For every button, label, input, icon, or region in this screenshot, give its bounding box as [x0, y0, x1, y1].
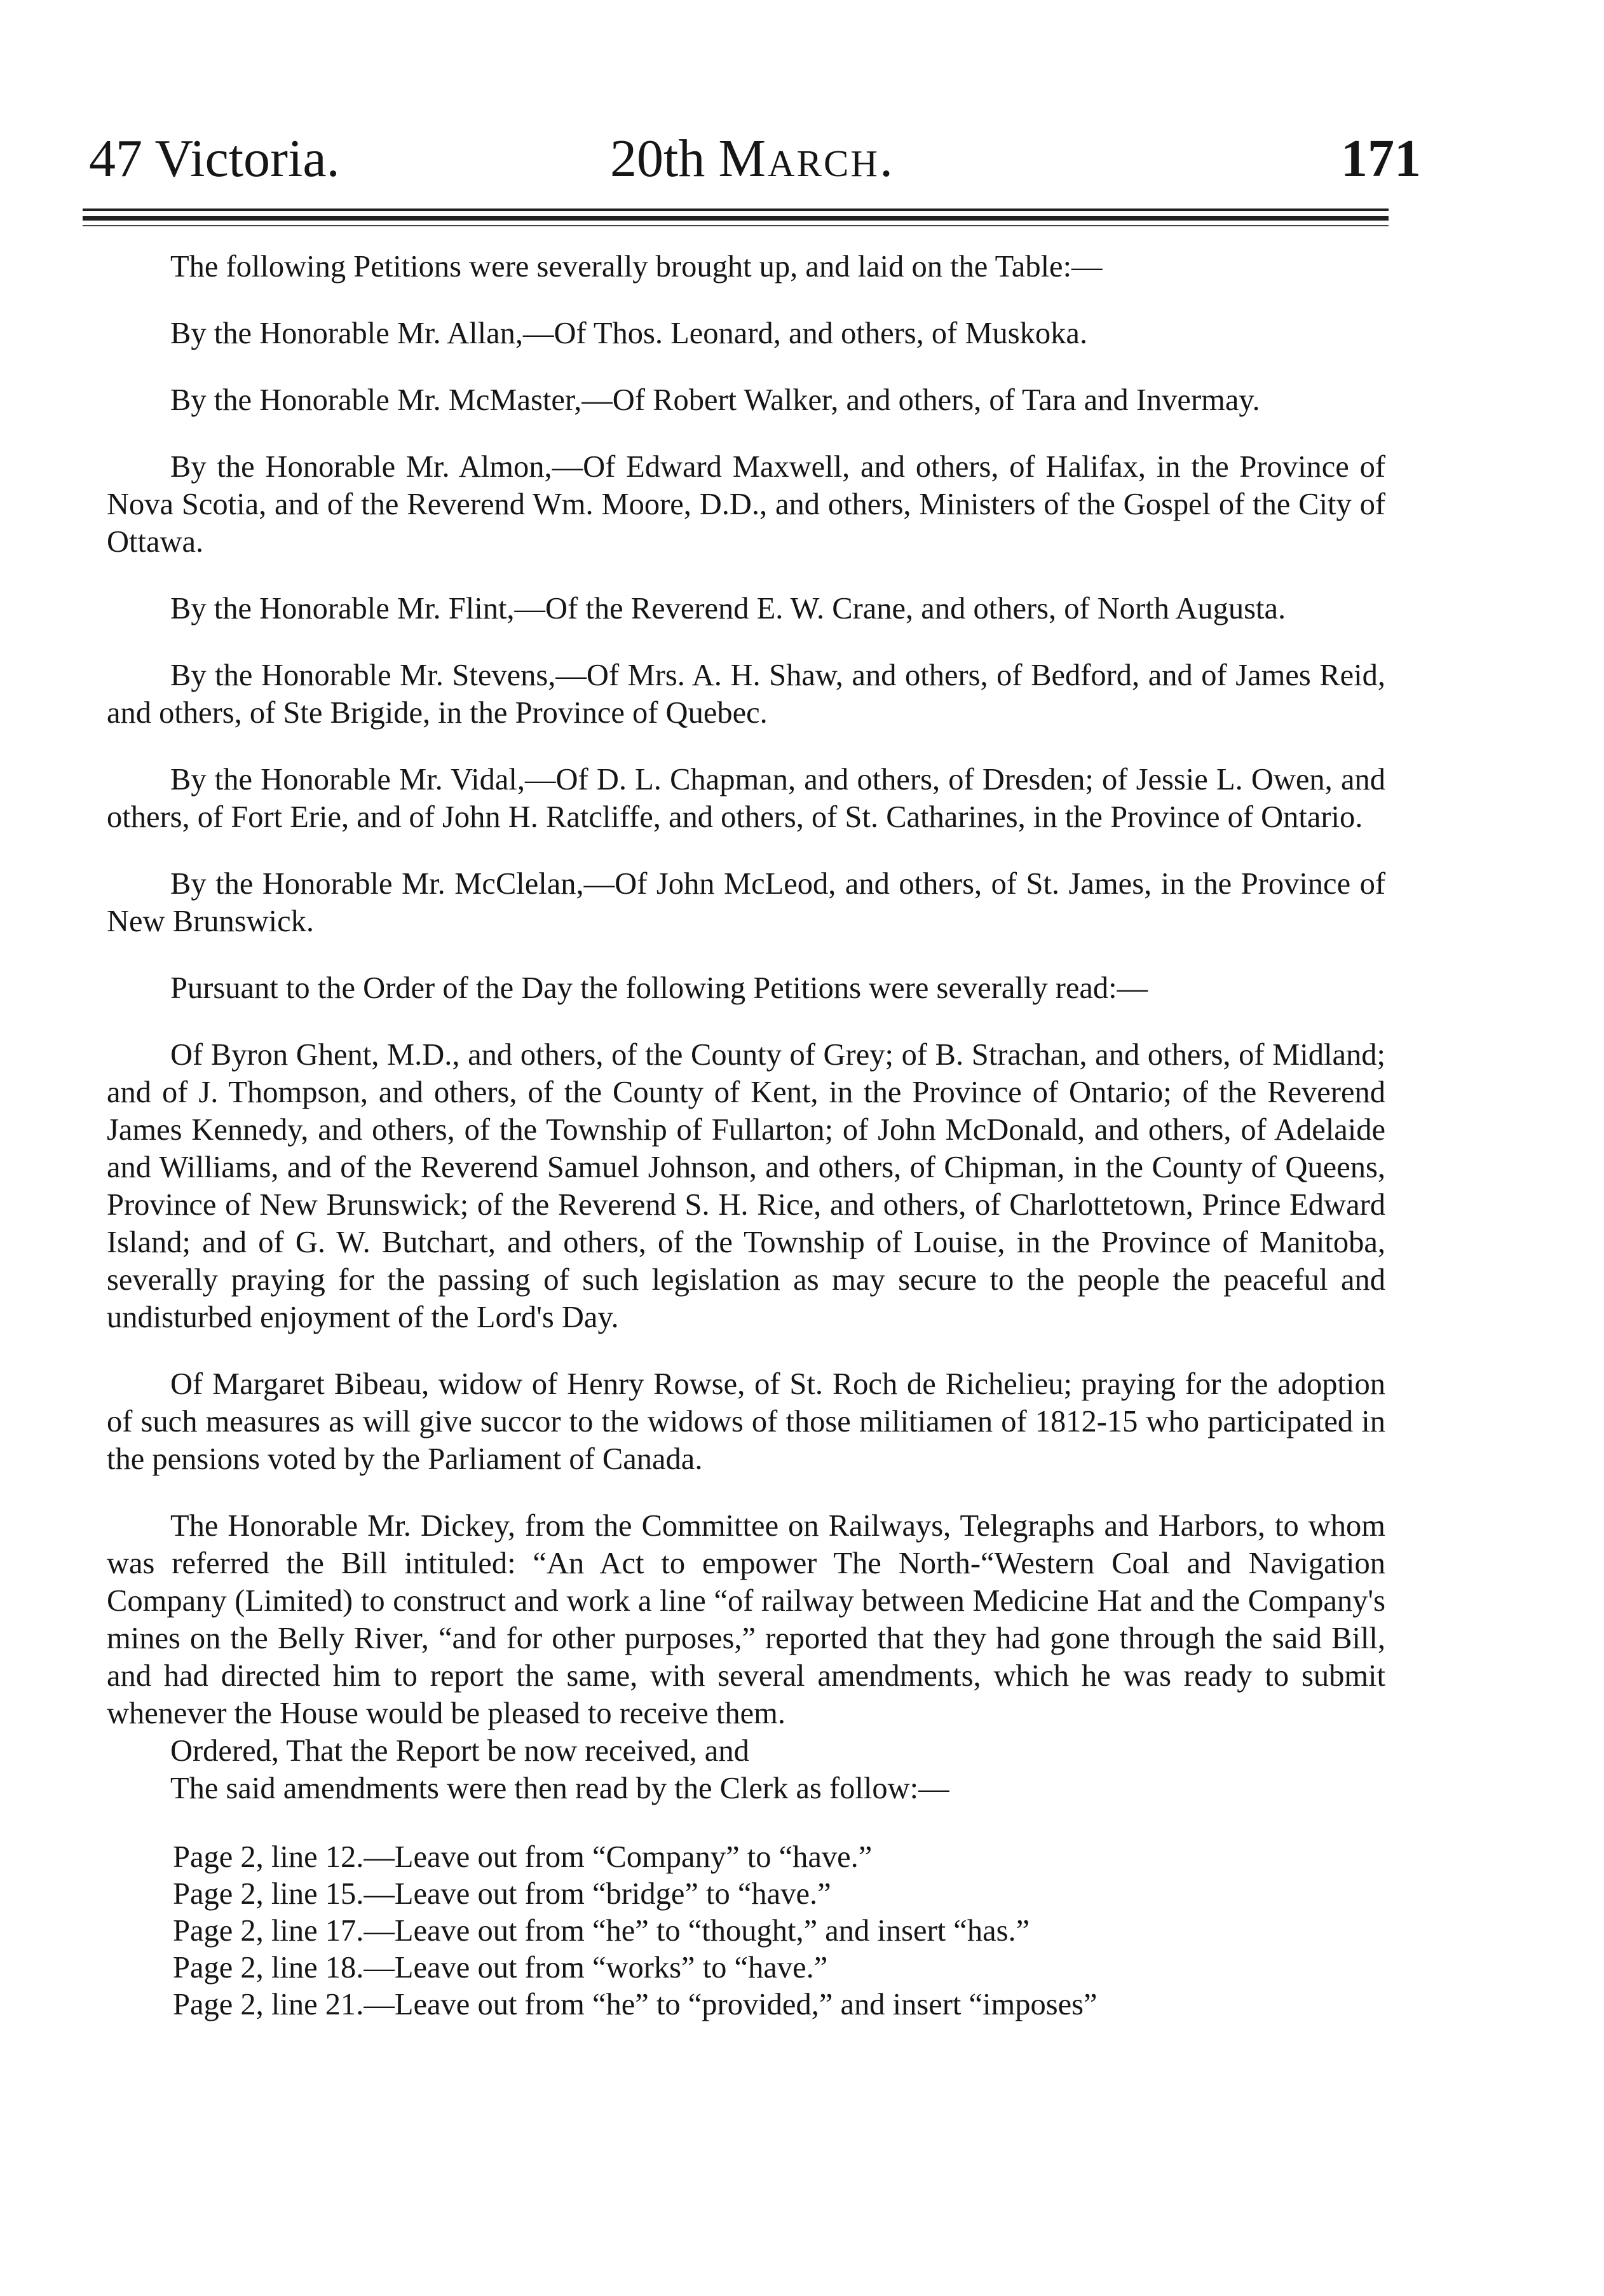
- petition-flint: By the Honorable Mr. Flint,—Of the Reverend E. W. Crane, and others, of North Augusta.: [170, 592, 1286, 625]
- session-title: 47 Victoria.: [89, 129, 340, 188]
- amendment-item: Page 2, line 12.—Leave out from “Company” to “have.”: [173, 1840, 873, 1874]
- petition-stevens: By the Honorable Mr. Stevens,—Of Mrs. A. H. Shaw, and others, of Bedford, and of James Reid, and others, of Ste Brigide, in the Province of Quebec.: [107, 659, 1385, 730]
- petitions-read-intro: Pursuant to the Order of the Day the following Petitions were severally read:—: [170, 971, 1148, 1005]
- petition-vidal: By the Honorable Mr. Vidal,—Of D. L. Chapman, and others, of Dresden; of Jessie L. Owen, and others, of Fort Erie, and of John H. Ratcliffe, and others, of St. Catharines, in the Province of Ontario.: [107, 763, 1385, 834]
- petition-mcmaster: By the Honorable Mr. McMaster,—Of Robert Walker, and others, of Tara and Invermay.: [170, 383, 1260, 417]
- petition-allan: By the Honorable Mr. Allan,—Of Thos. Leonard, and others, of Muskoka.: [170, 317, 1088, 350]
- date-day: 20th: [610, 129, 719, 188]
- page-number: 171: [1341, 129, 1421, 188]
- petition-mcclelan: By the Honorable Mr. McClelan,—Of John McLeod, and others, of St. James, in the Province of New Brunswick.: [107, 867, 1385, 938]
- order-report-received: Ordered, That the Report be now received, and: [170, 1734, 749, 1768]
- amendment-item: Page 2, line 15.—Leave out from “bridge” to “have.”: [173, 1877, 831, 1911]
- amendments-intro: The said amendments were then read by the Clerk as follow:—: [170, 1772, 949, 1805]
- committee-report: The Honorable Mr. Dickey, from the Committee on Railways, Telegraphs and Harbors, to whom was referred the Bill intituled: “An Act to empower The North-“Western Coal and Navigation Company (Limited) to construct and work a line “of railway between Medicine Hat and the Company's mines on the Belly River, “and for other purposes,” reported that they had gone through the said Bill, and had directed him to report the same, with several amendments, which he was ready to submit whenever the House would be pleased to receive them.: [107, 1509, 1385, 1730]
- amendment-item: Page 2, line 21.—Leave out from “he” to “provided,” and insert “imposes”: [173, 1988, 1098, 2021]
- petition-bibeau: Of Margaret Bibeau, widow of Henry Rowse, of St. Roch de Richelieu; praying for the adoption of such measures as will give succor to the widows of those militiamen of 1812-15 who participated in the pensions voted by the Parliament of Canada.: [107, 1367, 1385, 1476]
- header-rule-thick: [83, 216, 1389, 221]
- header-rule-hairline: [83, 225, 1389, 226]
- amendment-item: Page 2, line 17.—Leave out from “he” to “thought,” and insert “has.”: [173, 1914, 1030, 1948]
- amendments-list: [107, 1839, 1385, 2023]
- header-rule-thin: [83, 208, 1389, 211]
- journal-body: [107, 248, 1385, 2023]
- date-month: March.: [718, 129, 895, 188]
- petition-almon: By the Honorable Mr. Almon,—Of Edward Maxwell, and others, of Halifax, in the Province of Nova Scotia, and of the Reverend Wm. Moore, D.D., and others, Ministers of the Gospel of the City of Ottawa.: [107, 450, 1385, 559]
- page-header: [89, 127, 1421, 203]
- petition-lords-day: Of Byron Ghent, M.D., and others, of the County of Grey; of B. Strachan, and others, of Midland; and of J. Thompson, and others, of the County of Kent, in the Province of Ontario; of the Reverend James Kennedy, and others, of the Township of Fullarton; of John McDonald, and others, of Adelaide and Williams, and of the Reverend Samuel Johnson, and others, of Chipman, in the County of Queens, Province of New Brunswick; of the Reverend S. H. Rice, and others, of Charlottetown, Prince Edward Island; and of G. W. Butchart, and others, of the Township of Louise, in the Province of Manitoba, severally praying for the passing of such legislation as may secure to the people the peaceful and undisturbed enjoyment of the Lord's Day.: [107, 1038, 1385, 1334]
- sitting-date: [610, 127, 895, 191]
- amendment-item: Page 2, line 18.—Leave out from “works” to “have.”: [173, 1951, 828, 1985]
- petitions-intro: The following Petitions were severally brought up, and laid on the Table:—: [170, 250, 1103, 284]
